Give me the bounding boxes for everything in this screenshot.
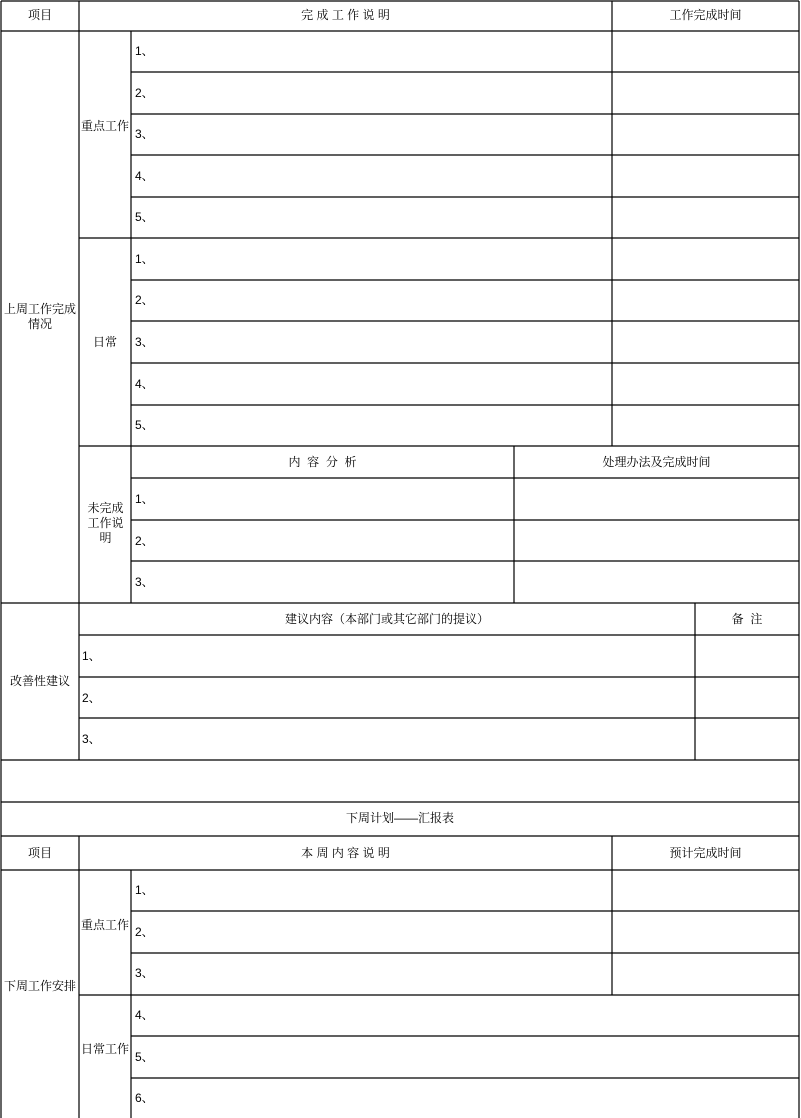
key-work-row-5: 5、: [135, 210, 154, 224]
next-header-time-label: 预计完成时间: [669, 846, 742, 860]
suggestion-row-3: 3、: [82, 732, 101, 746]
next-key-work-label: 重点工作: [81, 918, 130, 932]
next-week-section-label: 下周工作安排: [4, 979, 77, 993]
key-work-row-1: 1、: [135, 44, 154, 58]
unfinished-row-2: 2、: [135, 534, 154, 548]
key-work-row-4: 4、: [135, 169, 154, 183]
remark-header: 备 注: [731, 612, 763, 626]
suggestion-row-1: 1、: [82, 649, 101, 663]
daily-row-5: 5、: [135, 418, 154, 432]
daily-work-label: 日常: [92, 335, 117, 349]
next-key-row-3: 3、: [135, 966, 154, 980]
suggestion-row-2: 2、: [82, 691, 101, 705]
header-time-label: 工作完成时间: [669, 8, 742, 22]
key-work-row-3: 3、: [135, 127, 154, 141]
daily-row-1: 1、: [135, 252, 154, 266]
key-work-label: 重点工作: [81, 119, 130, 133]
next-daily-row-5: 5、: [135, 1050, 154, 1064]
next-header-description-label: 本 周 内 容 说 明: [301, 846, 390, 860]
unfinished-label: 未完成工作说明: [87, 501, 124, 545]
next-daily-row-6: 6、: [135, 1091, 154, 1105]
improvement-label: 改善性建议: [9, 674, 70, 688]
header-description-label: 完 成 工 作 说 明: [301, 8, 390, 22]
daily-row-4: 4、: [135, 377, 154, 391]
next-daily-row-4: 4、: [135, 1008, 154, 1022]
next-key-row-1: 1、: [135, 883, 154, 897]
suggestion-content-header: 建议内容（本部门或其它部门的提议）: [284, 612, 489, 626]
daily-row-2: 2、: [135, 293, 154, 307]
header-item-label: 项目: [27, 8, 52, 22]
handling-header: 处理办法及完成时间: [602, 455, 711, 469]
last-week-section-label: 上周工作完成情况: [4, 302, 77, 331]
next-header-item-label: 项目: [27, 846, 52, 860]
key-work-row-2: 2、: [135, 86, 154, 100]
content-analysis-header: 内 容 分 析: [288, 455, 357, 469]
next-daily-work-label: 日常工作: [81, 1042, 130, 1056]
daily-row-3: 3、: [135, 335, 154, 349]
next-week-title: 下周计划——汇报表: [345, 811, 454, 825]
unfinished-row-1: 1、: [135, 492, 154, 506]
unfinished-row-3: 3、: [135, 575, 154, 589]
next-key-row-2: 2、: [135, 925, 154, 939]
